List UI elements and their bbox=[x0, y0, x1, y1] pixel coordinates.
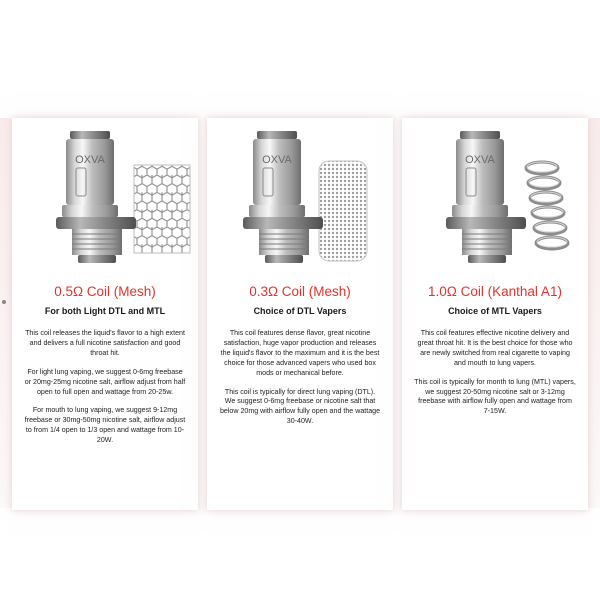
description-paragraph: For mouth to lung vaping, we suggest 9-12mg freebase or 30mg-50mg nicotine salt, airflow adjust to from 1/4 open to 1/3 open and wattage from 10-20W. bbox=[24, 406, 186, 445]
coil-card-kanthal-10 bbox=[402, 118, 588, 510]
wire-coil-image bbox=[402, 123, 588, 273]
coil-subtitle: For both Light DTL and MTL bbox=[44, 306, 166, 316]
coil-title: 0.3Ω Coil (Mesh) bbox=[249, 284, 351, 299]
svg-text:OXVA: OXVA bbox=[262, 154, 292, 166]
mesh-coil-image bbox=[207, 123, 393, 273]
coil-subtitle: Choice of MTL Vapers bbox=[448, 306, 542, 316]
description-paragraph: This coil features effective nicotine delivery and great throat hit. It is the best choice for those who are newly switched from real cigarette to vaping and mouth to lung vapers. bbox=[417, 329, 573, 367]
coil-description bbox=[24, 329, 186, 455]
coil-subtitle: Choice of DTL Vapers bbox=[253, 306, 347, 316]
description-paragraph: This coil is typically for month to lung (MTL) vapers, we suggest 20-50mg nicotine salt or 3-12mg freebase with airflow fully open and wattage from 7-15W. bbox=[414, 377, 576, 416]
coil-card-mesh-05 bbox=[12, 118, 198, 510]
coil-description bbox=[219, 329, 381, 436]
svg-text:OXVA: OXVA bbox=[465, 154, 495, 166]
left-edge-shadow bbox=[0, 118, 12, 508]
coil-title: 1.0Ω Coil (Kanthal A1) bbox=[428, 284, 562, 299]
description-paragraph: This coil features dense flavor, great nicotine satisfaction, huge vapor production and releases the liquid's flavor to the maximum and it is the best choice for those advanced vapers who used box mods or mechanical before. bbox=[220, 329, 380, 377]
description-paragraph: For light lung vaping, we suggest 0-6mg freebase or 20mg-25mg nicotine salt, airflow adjust from half open to full open and wattage from 20-25w. bbox=[24, 367, 186, 396]
edge-marker bbox=[2, 300, 6, 304]
description-paragraph: This coil is typically for direct lung vaping (DTL). We suggest 0-6mg freebase or nicotine salt that below 20mg with airflow fully open and the wattage 30-40W. bbox=[219, 387, 381, 426]
coil-description bbox=[414, 329, 576, 426]
coil-card-mesh-03 bbox=[207, 118, 393, 510]
right-edge-shadow bbox=[588, 118, 600, 508]
coil-title: 0.5Ω Coil (Mesh) bbox=[54, 284, 156, 299]
mesh-coil-image bbox=[12, 123, 198, 273]
svg-text:OXVA: OXVA bbox=[75, 154, 105, 166]
description-paragraph: This coil releases the liquid's flavor to a high extent and delivers a full nicotine satisfaction and good throat hit. bbox=[25, 329, 185, 357]
